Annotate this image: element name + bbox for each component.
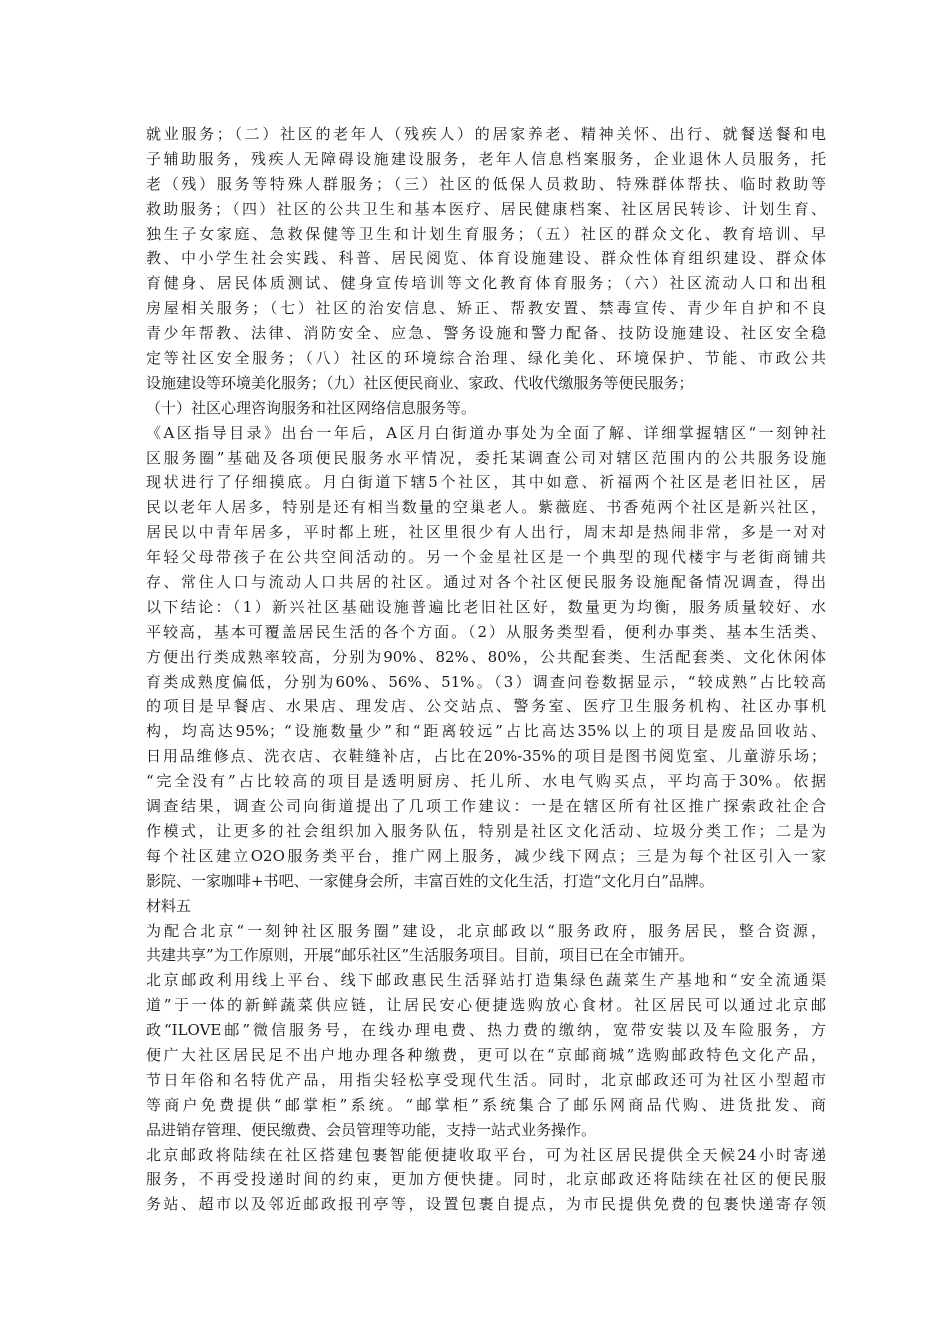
text-line: 房屋相关服务；（七）社区的治安信息、矫正、帮教安置、禁毒宣传、青少年自护和不良 xyxy=(146,299,826,318)
text-line: 教、中小学生社会实践、科普、居民阅览、体育设施建设、群众性体育组织建设、群众体 xyxy=(146,249,826,268)
text-line: 居民以中青年居多，平时都上班，社区里很少有人出行，周末却是热闹非常，多是一对对 xyxy=(146,523,826,542)
document-page xyxy=(146,122,826,1217)
text-line: 定等社区安全服务；（八）社区的环境综合治理、绿化美化、环境保护、节能、市政公共 xyxy=(146,349,826,368)
text-line: “完全没有”占比较高的项目是透明厨房、托儿所、水电气购买点，平均高于30%。依据 xyxy=(146,772,826,791)
text-line: 的项目是早餐店、水果店、理发店、公交站点、警务室、医疗卫生服务机构、社区办事机 xyxy=(146,697,826,716)
text-line: 育健身、居民体质测试、健身宣传培训等文化教育体育服务；（六）社区流动人口和出租 xyxy=(146,274,826,293)
text-line: 平较高，基本可覆盖居民生活的各个方面。（2）从服务类型看，便利办事类、基本生活类、 xyxy=(146,622,826,641)
text-line: 节日年俗和名特优产品，用指尖轻松享受现代生活。同时，北京邮政还可为社区小型超市 xyxy=(146,1070,826,1089)
text-line: 服务，不再受投递时间的约束，更加方便快捷。同时，北京邮政还将陆续在社区的便民服 xyxy=(146,1170,826,1189)
text-line: 便广大社区居民足不出户地办理各种缴费，更可以在“京邮商城”选购邮政特色文化产品， xyxy=(146,1045,826,1064)
text-line: 为配合北京“一刻钟社区服务圈”建设，北京邮政以“服务政府，服务居民，整合资源， xyxy=(146,921,826,940)
text-line: 道”于一体的新鲜蔬菜供应链，让居民安心便捷选购放心食材。社区居民可以通过北京邮 xyxy=(146,996,826,1015)
text-line: 设施建设等环境美化服务；（九）社区便民商业、家政、代收代缴服务等便民服务； xyxy=(146,373,694,392)
text-line: 以下结论：（1）新兴社区基础设施普遍比老旧社区好，数量更为均衡，服务质量较好、水 xyxy=(146,597,826,616)
text-line: 《A区指导目录》出台一年后，A区月白街道办事处为全面了解、详细掌握辖区“一刻钟社 xyxy=(146,423,826,442)
text-line: 青少年帮教、法律、消防安全、应急、警务设施和警力配备、技防设施建设、社区安全稳 xyxy=(146,324,826,343)
text-line: 构，均高达95%；“设施数量少”和“距离较远”占比高达35%以上的项目是废品回收站、 xyxy=(146,722,826,741)
text-line: 材料五 xyxy=(146,896,192,915)
text-line: 老（残）服务等特殊人群服务；（三）社区的低保人员救助、特殊群体帮扶、临时救助等 xyxy=(146,174,826,193)
text-line: 等商户免费提供“邮掌柜”系统。“邮掌柜”系统集合了邮乐网商品代购、进货批发、商 xyxy=(146,1095,826,1114)
text-line: 共建共享”为工作原则，开展“邮乐社区”生活服务项目。目前，项目已在全市铺开。 xyxy=(146,946,695,965)
text-line: 独生子女家庭、急救保健等卫生和计划生育服务；（五）社区的群众文化、教育培训、早 xyxy=(146,224,826,243)
text-line: 就业服务；（二）社区的老年人（残疾人）的居家养老、精神关怀、出行、就餐送餐和电 xyxy=(146,125,826,143)
text-line: 政“ILOVE邮”微信服务号，在线办理电费、热力费的缴纳，宽带安装以及车险服务，方 xyxy=(146,1021,826,1040)
text-line: 调查结果，调查公司向街道提出了几项工作建议：一是在辖区所有社区推广探索政社企合 xyxy=(146,797,826,816)
text-line: 现状进行了仔细摸底。月白街道下辖5个社区，其中如意、祈福两个社区是老旧社区，居 xyxy=(146,473,826,492)
text-line: 民以老年人居多，特别是还有相当数量的空巢老人。紫薇庭、书香苑两个社区是新兴社区， xyxy=(146,498,826,517)
text-line: 北京邮政将陆续在社区搭建包裹智能便捷收取平台，可为社区居民提供全天候24小时寄递 xyxy=(146,1145,826,1164)
text-line: 北京邮政利用线上平台、线下邮政惠民生活驿站打造集绿色蔬菜生产基地和“安全流通渠 xyxy=(146,971,826,990)
text-line: 子辅助服务，残疾人无障碍设施建设服务，老年人信息档案服务，企业退休人员服务，托 xyxy=(146,149,826,168)
text-line: 存、常住人口与流动人口共居的社区。通过对各个社区便民服务设施配备情况调查，得出 xyxy=(146,573,826,592)
text-line: 每个社区建立O2O服务类平台，推广网上服务，减少线下网点；三是为每个社区引入一家 xyxy=(146,846,826,865)
text-line: 区服务圈”基础及各项便民服务水平情况，委托某调查公司对辖区范围内的公共服务设施 xyxy=(146,448,826,467)
text-line: 年轻父母带孩子在公共空间活动的。另一个金星社区是一个典型的现代楼宇与老街商铺共 xyxy=(146,548,826,567)
text-line: 品进销存管理、便民缴费、会员管理等功能，支持一站式业务操作。 xyxy=(146,1120,597,1139)
text-line: 方便出行类成熟率较高，分别为90%、82%、80%，公共配套类、生活配套类、文化休闲体 xyxy=(146,647,826,666)
text-line: 日用品维修点、洗衣店、衣鞋缝补店，占比在20%-35%的项目是图书阅览室、儿童游乐场； xyxy=(146,747,826,766)
text-line: 影院、一家咖啡+书吧、一家健身会所，丰富百姓的文化生活，打造“文化月白”品牌。 xyxy=(146,871,714,890)
text-line: 救助服务；（四）社区的公共卫生和基本医疗、居民健康档案、社区居民转诊、计划生育、 xyxy=(146,199,826,218)
text-line: 育类成熟度偏低，分别为60%、56%、51%。（3）调查问卷数据显示，“较成熟”占比较高 xyxy=(146,672,826,691)
text-line: 作模式，让更多的社会组织加入服务队伍，特别是社区文化活动、垃圾分类工作；二是为 xyxy=(146,821,826,840)
text-line: （十）社区心理咨询服务和社区网络信息服务等。 xyxy=(146,398,477,417)
text-line: 务站、超市以及邻近邮政报刊亭等，设置包裹自提点，为市民提供免费的包裹快递寄存领 xyxy=(146,1195,826,1214)
